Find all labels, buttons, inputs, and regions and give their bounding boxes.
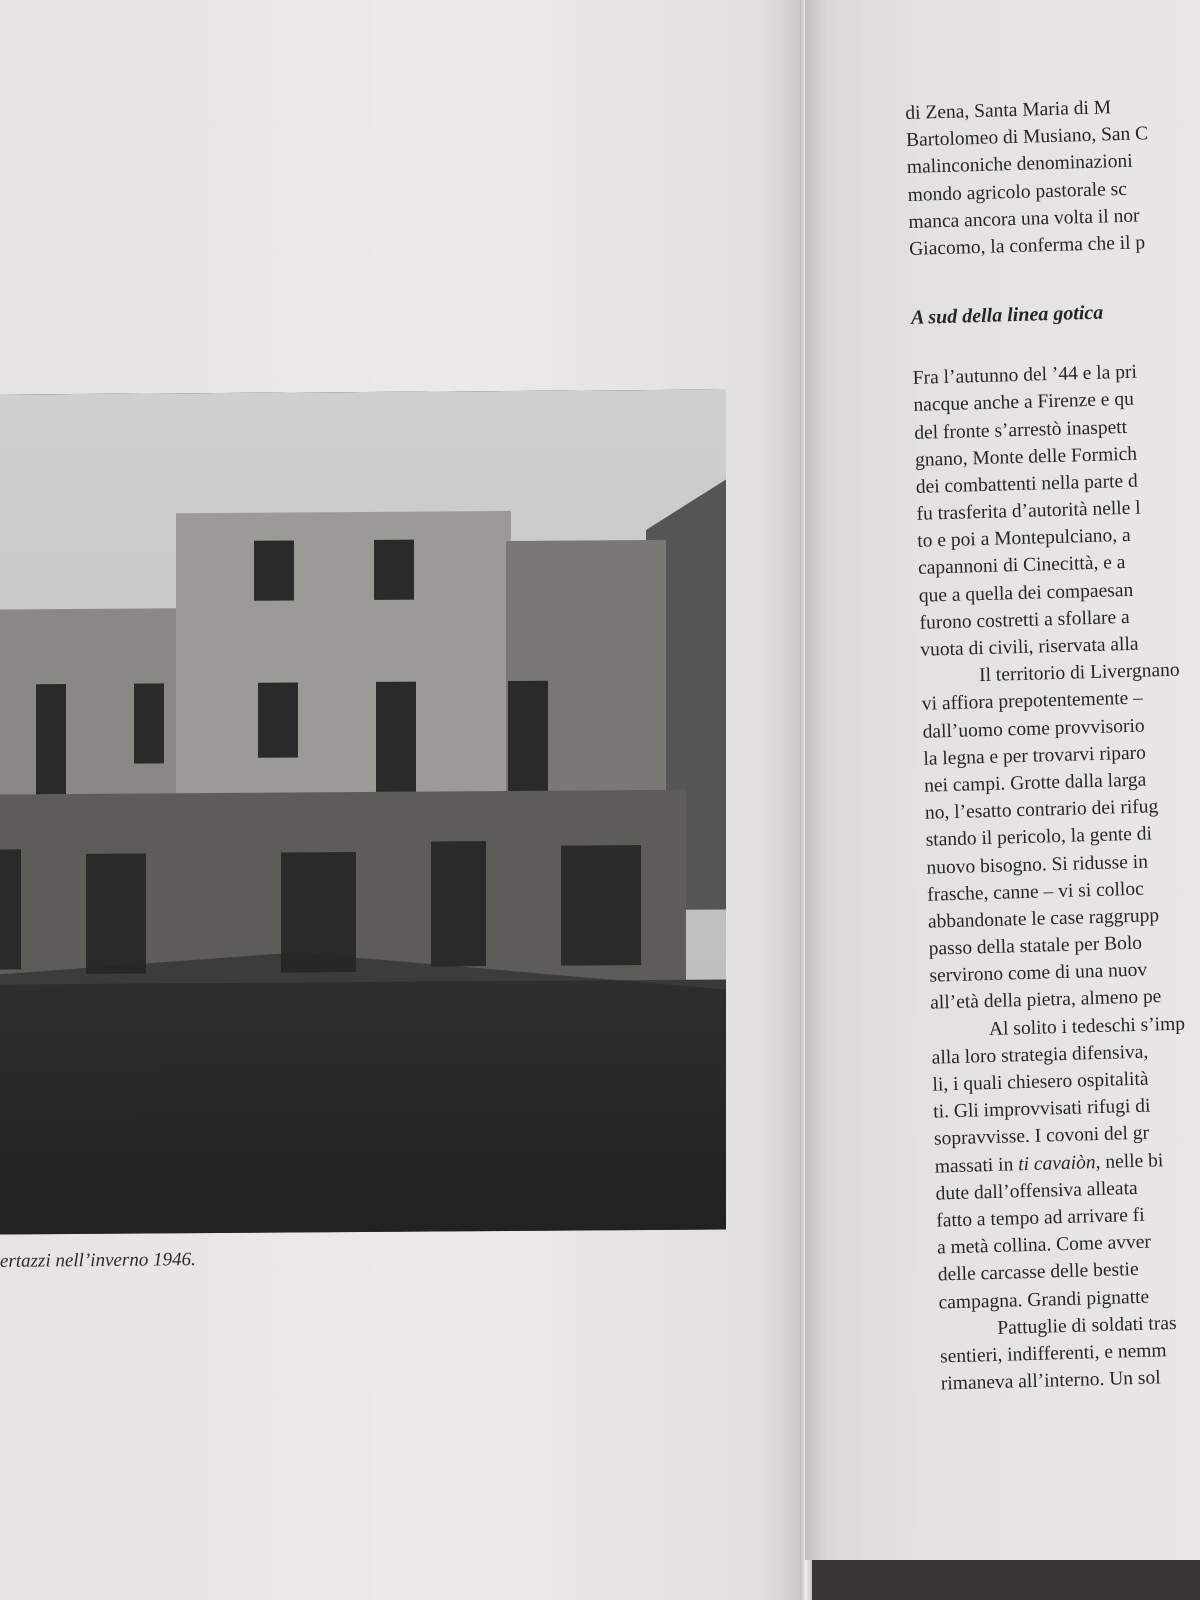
text-line: abbandonate le case raggrupp	[927, 905, 1160, 933]
text-line: servirono come di una nuov	[929, 959, 1148, 987]
text-line: alla loro strategia difensiva,	[931, 1041, 1149, 1069]
intro-paragraph	[905, 88, 1200, 263]
text-line: vi affiora prepotentemente –	[921, 687, 1144, 716]
italic-term: ti cavaiòn	[1017, 1151, 1096, 1175]
text-line: passo della statale per Bolo	[928, 932, 1143, 960]
section-heading: A sud della linea gotica	[910, 301, 1104, 330]
text-line: campagna. Grandi pignatte	[938, 1286, 1150, 1314]
text-line: nuovo bisogno. Si ridusse in	[926, 851, 1149, 879]
body-text	[912, 353, 1200, 1397]
photo-graphic	[0, 389, 726, 1234]
text-line: vuota di civili, riservata alla	[920, 633, 1139, 661]
text-line: del fronte s’arrestò inaspett	[914, 416, 1128, 444]
text-line: nei campi. Grotte dalla larga	[923, 769, 1147, 797]
text-line: di Zena, Santa Maria di M	[905, 97, 1112, 124]
text-line: sopravvisse. I covoni del gr	[933, 1122, 1150, 1150]
right-page	[805, 0, 1200, 1560]
page-text	[905, 88, 1200, 1397]
text-line: no, l’esatto contrario dei rifug	[924, 796, 1159, 824]
text-line: Fra l’autunno del ’44 e la pri	[912, 361, 1138, 390]
text-line: manca ancora una volta il nor	[908, 205, 1140, 233]
photo-caption: ertazzi nell’inverno 1946.	[0, 1249, 196, 1272]
text-line: nacque anche a Firenze e qu	[913, 389, 1135, 417]
text-line: malinconiche denominazioni	[906, 151, 1133, 179]
text-line: Al solito i tedeschi s’imp	[988, 1013, 1186, 1040]
text-line: Bartolomeo di Musiano, San C	[905, 123, 1149, 152]
text-line: que a quella dei compaesan	[918, 579, 1134, 607]
text-span: massati in	[934, 1153, 1019, 1178]
text-line: dall’uomo come provvisorio	[922, 715, 1145, 743]
text-line: capannoni di Cinecittà, e a	[917, 552, 1126, 580]
text-line: Il territorio di Livergnano	[978, 659, 1180, 687]
text-line: rimaneva all’interno. Un sol	[940, 1367, 1161, 1395]
text-line: delle carcasse delle bestie	[937, 1259, 1139, 1286]
text-line: stando il pericolo, la gente di	[925, 823, 1153, 852]
text-span: , nelle bi	[1095, 1149, 1164, 1173]
text-line: gnano, Monte delle Formich	[914, 443, 1138, 471]
text-line: fu trasferita d’autorità nelle l	[916, 497, 1141, 525]
text-line: dei combattenti nella parte d	[915, 470, 1139, 498]
text-line: frasche, canne – vi si colloc	[926, 878, 1144, 906]
text-line: ti. Gli improvvisati rifugi di	[932, 1095, 1151, 1123]
text-line: fatto a tempo ad arrivare fi	[936, 1204, 1145, 1232]
text-line: sentieri, indifferenti, e nemm	[939, 1340, 1167, 1368]
text-line: Pattuglie di soldati tras	[997, 1312, 1177, 1339]
text-line: li, i quali chiesero ospitalità	[932, 1068, 1149, 1096]
text-line: mondo agricolo pastorale sc	[907, 178, 1128, 206]
text-line: dute dall’offensiva alleata	[935, 1177, 1138, 1205]
text-line: Giacomo, la conferma che il p	[908, 232, 1146, 260]
text-line: la legna e per trovarvi riparo	[923, 742, 1147, 770]
ruined-building-photo	[0, 389, 726, 1234]
text-line: all’età della pietra, almeno pe	[929, 986, 1162, 1015]
text-line: a metà collina. Come avver	[936, 1231, 1152, 1259]
text-line: to e poi a Montepulciano, a	[917, 525, 1131, 553]
text-line: furono costretti a sfollare a	[919, 606, 1130, 634]
